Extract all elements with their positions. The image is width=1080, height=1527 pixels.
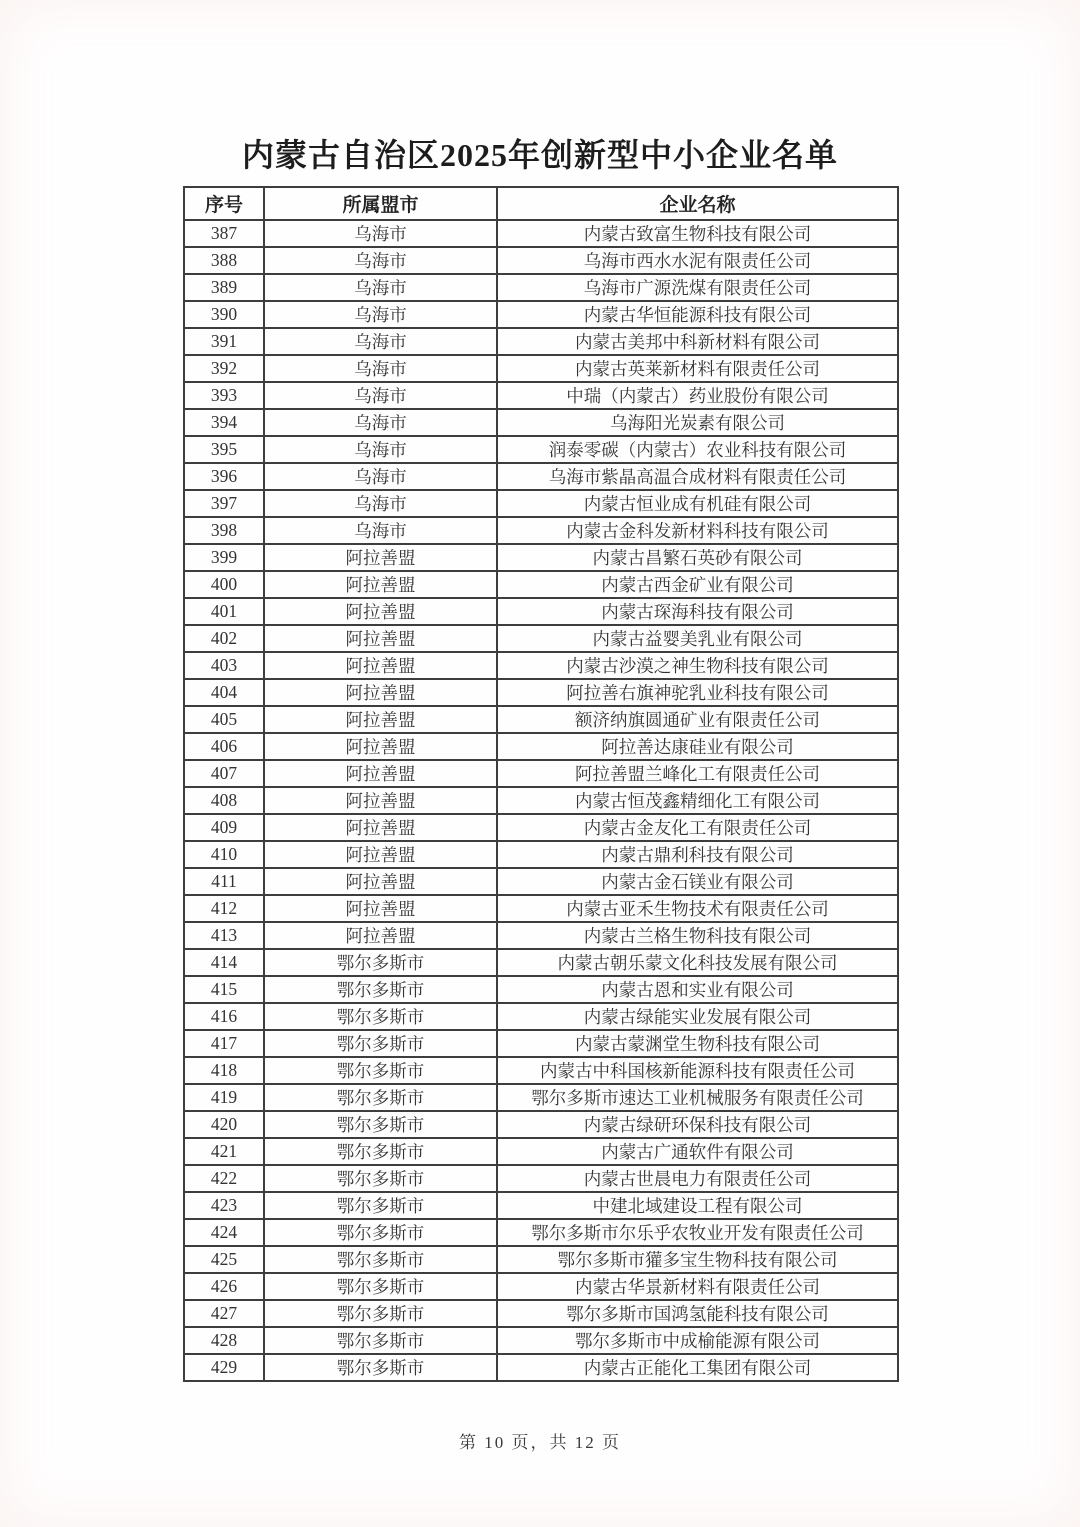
region-cell: 鄂尔多斯市 — [264, 1327, 497, 1354]
table-row — [184, 409, 898, 436]
company-name-cell: 额济纳旗圆通矿业有限责任公司 — [497, 706, 898, 733]
page-number-footer: 第 10 页，共 12 页 — [459, 1433, 621, 1452]
region-cell: 乌海市 — [264, 274, 497, 301]
serial-cell: 402 — [184, 625, 264, 652]
company-name-cell: 内蒙古英莱新材料有限责任公司 — [497, 355, 898, 382]
table-row — [184, 274, 898, 301]
region-cell: 阿拉善盟 — [264, 598, 497, 625]
company-table-container — [183, 186, 897, 1382]
serial-cell: 403 — [184, 652, 264, 679]
serial-cell: 387 — [184, 220, 264, 247]
region-cell: 鄂尔多斯市 — [264, 1084, 497, 1111]
table-row — [184, 490, 898, 517]
table-row — [184, 1192, 898, 1219]
table-row — [184, 1219, 898, 1246]
company-name-cell: 内蒙古金科发新材料科技有限公司 — [497, 517, 898, 544]
table-row — [184, 247, 898, 274]
serial-cell: 416 — [184, 1003, 264, 1030]
table-row — [184, 1246, 898, 1273]
region-cell: 鄂尔多斯市 — [264, 1192, 497, 1219]
region-cell: 阿拉善盟 — [264, 571, 497, 598]
column-header-0: 序号 — [184, 187, 264, 220]
table-row — [184, 382, 898, 409]
company-name-cell: 阿拉善达康硅业有限公司 — [497, 733, 898, 760]
company-name-cell: 内蒙古昌繁石英砂有限公司 — [497, 544, 898, 571]
serial-cell: 410 — [184, 841, 264, 868]
serial-cell: 424 — [184, 1219, 264, 1246]
company-name-cell: 内蒙古华恒能源科技有限公司 — [497, 301, 898, 328]
table-row — [184, 1084, 898, 1111]
table-row — [184, 976, 898, 1003]
table-row — [184, 517, 898, 544]
serial-cell: 405 — [184, 706, 264, 733]
region-cell: 鄂尔多斯市 — [264, 1030, 497, 1057]
table-row — [184, 814, 898, 841]
company-name-cell: 内蒙古朝乐蒙文化科技发展有限公司 — [497, 949, 898, 976]
serial-cell: 408 — [184, 787, 264, 814]
serial-cell: 422 — [184, 1165, 264, 1192]
table-row — [184, 1327, 898, 1354]
region-cell: 鄂尔多斯市 — [264, 1300, 497, 1327]
company-name-cell: 内蒙古中科国核新能源科技有限责任公司 — [497, 1057, 898, 1084]
region-cell: 阿拉善盟 — [264, 733, 497, 760]
company-name-cell: 阿拉善盟兰峰化工有限责任公司 — [497, 760, 898, 787]
serial-cell: 390 — [184, 301, 264, 328]
company-name-cell: 内蒙古美邦中科新材料有限公司 — [497, 328, 898, 355]
region-cell: 阿拉善盟 — [264, 841, 497, 868]
serial-cell: 393 — [184, 382, 264, 409]
region-cell: 鄂尔多斯市 — [264, 976, 497, 1003]
table-row — [184, 868, 898, 895]
table-row — [184, 733, 898, 760]
company-name-cell: 内蒙古致富生物科技有限公司 — [497, 220, 898, 247]
serial-cell: 415 — [184, 976, 264, 1003]
company-name-cell: 内蒙古绿能实业发展有限公司 — [497, 1003, 898, 1030]
serial-cell: 428 — [184, 1327, 264, 1354]
company-name-cell: 鄂尔多斯市国鸿氢能科技有限公司 — [497, 1300, 898, 1327]
company-name-cell: 内蒙古沙漠之神生物科技有限公司 — [497, 652, 898, 679]
company-name-cell: 内蒙古蒙渊堂生物科技有限公司 — [497, 1030, 898, 1057]
region-cell: 阿拉善盟 — [264, 922, 497, 949]
serial-cell: 406 — [184, 733, 264, 760]
company-name-cell: 鄂尔多斯市獾多宝生物科技有限公司 — [497, 1246, 898, 1273]
company-name-cell: 内蒙古正能化工集团有限公司 — [497, 1354, 898, 1381]
region-cell: 阿拉善盟 — [264, 895, 497, 922]
region-cell: 阿拉善盟 — [264, 706, 497, 733]
table-row — [184, 652, 898, 679]
company-name-cell: 内蒙古金石镁业有限公司 — [497, 868, 898, 895]
table-row — [184, 1138, 898, 1165]
region-cell: 阿拉善盟 — [264, 760, 497, 787]
region-cell: 乌海市 — [264, 463, 497, 490]
company-name-cell: 乌海市紫晶高温合成材料有限责任公司 — [497, 463, 898, 490]
column-header-1: 所属盟市 — [264, 187, 497, 220]
table-row — [184, 328, 898, 355]
table-row — [184, 1165, 898, 1192]
serial-cell: 391 — [184, 328, 264, 355]
company-name-cell: 内蒙古华景新材料有限责任公司 — [497, 1273, 898, 1300]
serial-cell: 411 — [184, 868, 264, 895]
company-name-cell: 内蒙古鼎利科技有限公司 — [497, 841, 898, 868]
region-cell: 鄂尔多斯市 — [264, 1165, 497, 1192]
company-name-cell: 内蒙古绿研环保科技有限公司 — [497, 1111, 898, 1138]
company-name-cell: 内蒙古金友化工有限责任公司 — [497, 814, 898, 841]
region-cell: 鄂尔多斯市 — [264, 1138, 497, 1165]
company-name-cell: 内蒙古琛海科技有限公司 — [497, 598, 898, 625]
table-row — [184, 760, 898, 787]
serial-cell: 404 — [184, 679, 264, 706]
region-cell: 乌海市 — [264, 517, 497, 544]
company-name-cell: 乌海阳光炭素有限公司 — [497, 409, 898, 436]
serial-cell: 389 — [184, 274, 264, 301]
serial-cell: 420 — [184, 1111, 264, 1138]
region-cell: 乌海市 — [264, 247, 497, 274]
region-cell: 鄂尔多斯市 — [264, 1111, 497, 1138]
serial-cell: 423 — [184, 1192, 264, 1219]
table-row — [184, 571, 898, 598]
region-cell: 鄂尔多斯市 — [264, 949, 497, 976]
serial-cell: 426 — [184, 1273, 264, 1300]
region-cell: 乌海市 — [264, 355, 497, 382]
table-row — [184, 463, 898, 490]
serial-cell: 396 — [184, 463, 264, 490]
table-header-row — [184, 187, 898, 220]
company-name-cell: 中瑞（内蒙古）药业股份有限公司 — [497, 382, 898, 409]
company-name-cell: 内蒙古兰格生物科技有限公司 — [497, 922, 898, 949]
serial-cell: 412 — [184, 895, 264, 922]
company-name-cell: 乌海市广源洗煤有限责任公司 — [497, 274, 898, 301]
serial-cell: 388 — [184, 247, 264, 274]
table-row — [184, 598, 898, 625]
table-row — [184, 841, 898, 868]
company-name-cell: 内蒙古西金矿业有限公司 — [497, 571, 898, 598]
table-row — [184, 1030, 898, 1057]
region-cell: 鄂尔多斯市 — [264, 1057, 497, 1084]
serial-cell: 414 — [184, 949, 264, 976]
serial-cell: 409 — [184, 814, 264, 841]
company-name-cell: 润泰零碳（内蒙古）农业科技有限公司 — [497, 436, 898, 463]
region-cell: 鄂尔多斯市 — [264, 1273, 497, 1300]
serial-cell: 400 — [184, 571, 264, 598]
company-name-cell: 内蒙古恩和实业有限公司 — [497, 976, 898, 1003]
serial-cell: 397 — [184, 490, 264, 517]
company-name-cell: 内蒙古益婴美乳业有限公司 — [497, 625, 898, 652]
region-cell: 乌海市 — [264, 436, 497, 463]
company-table — [183, 186, 899, 1382]
serial-cell: 429 — [184, 1354, 264, 1381]
region-cell: 阿拉善盟 — [264, 625, 497, 652]
table-row — [184, 922, 898, 949]
region-cell: 鄂尔多斯市 — [264, 1219, 497, 1246]
serial-cell: 401 — [184, 598, 264, 625]
serial-cell: 413 — [184, 922, 264, 949]
region-cell: 乌海市 — [264, 382, 497, 409]
serial-cell: 425 — [184, 1246, 264, 1273]
region-cell: 阿拉善盟 — [264, 868, 497, 895]
region-cell: 乌海市 — [264, 409, 497, 436]
table-row — [184, 625, 898, 652]
table-row — [184, 1003, 898, 1030]
region-cell: 鄂尔多斯市 — [264, 1354, 497, 1381]
company-name-cell: 阿拉善右旗神驼乳业科技有限公司 — [497, 679, 898, 706]
serial-cell: 407 — [184, 760, 264, 787]
region-cell: 乌海市 — [264, 220, 497, 247]
company-name-cell: 鄂尔多斯市中成榆能源有限公司 — [497, 1327, 898, 1354]
serial-cell: 419 — [184, 1084, 264, 1111]
region-cell: 鄂尔多斯市 — [264, 1246, 497, 1273]
company-name-cell: 内蒙古广通软件有限公司 — [497, 1138, 898, 1165]
company-name-cell: 内蒙古世晨电力有限责任公司 — [497, 1165, 898, 1192]
table-row — [184, 436, 898, 463]
serial-cell: 399 — [184, 544, 264, 571]
region-cell: 阿拉善盟 — [264, 652, 497, 679]
table-row — [184, 706, 898, 733]
company-name-cell: 内蒙古恒茂鑫精细化工有限公司 — [497, 787, 898, 814]
serial-cell: 427 — [184, 1300, 264, 1327]
company-name-cell: 乌海市西水水泥有限责任公司 — [497, 247, 898, 274]
region-cell: 乌海市 — [264, 490, 497, 517]
serial-cell: 394 — [184, 409, 264, 436]
region-cell: 阿拉善盟 — [264, 544, 497, 571]
table-row — [184, 220, 898, 247]
serial-cell: 418 — [184, 1057, 264, 1084]
region-cell: 阿拉善盟 — [264, 787, 497, 814]
region-cell: 阿拉善盟 — [264, 814, 497, 841]
table-row — [184, 301, 898, 328]
serial-cell: 398 — [184, 517, 264, 544]
page-title: 内蒙古自治区2025年创新型中小企业名单 — [241, 137, 838, 173]
company-name-cell: 中建北域建设工程有限公司 — [497, 1192, 898, 1219]
company-name-cell: 鄂尔多斯市速达工业机械服务有限责任公司 — [497, 1084, 898, 1111]
table-row — [184, 1111, 898, 1138]
serial-cell: 421 — [184, 1138, 264, 1165]
company-name-cell: 鄂尔多斯市尔乐乎农牧业开发有限责任公司 — [497, 1219, 898, 1246]
table-row — [184, 679, 898, 706]
region-cell: 阿拉善盟 — [264, 679, 497, 706]
table-body — [184, 220, 898, 1381]
region-cell: 乌海市 — [264, 301, 497, 328]
table-row — [184, 949, 898, 976]
table-row — [184, 895, 898, 922]
table-row — [184, 1273, 898, 1300]
company-name-cell: 内蒙古恒业成有机硅有限公司 — [497, 490, 898, 517]
region-cell: 乌海市 — [264, 328, 497, 355]
region-cell: 鄂尔多斯市 — [264, 1003, 497, 1030]
serial-cell: 392 — [184, 355, 264, 382]
column-header-2: 企业名称 — [497, 187, 898, 220]
table-row — [184, 787, 898, 814]
serial-cell: 395 — [184, 436, 264, 463]
table-row — [184, 355, 898, 382]
table-row — [184, 544, 898, 571]
table-row — [184, 1057, 898, 1084]
table-row — [184, 1354, 898, 1381]
company-name-cell: 内蒙古亚禾生物技术有限责任公司 — [497, 895, 898, 922]
table-row — [184, 1300, 898, 1327]
serial-cell: 417 — [184, 1030, 264, 1057]
